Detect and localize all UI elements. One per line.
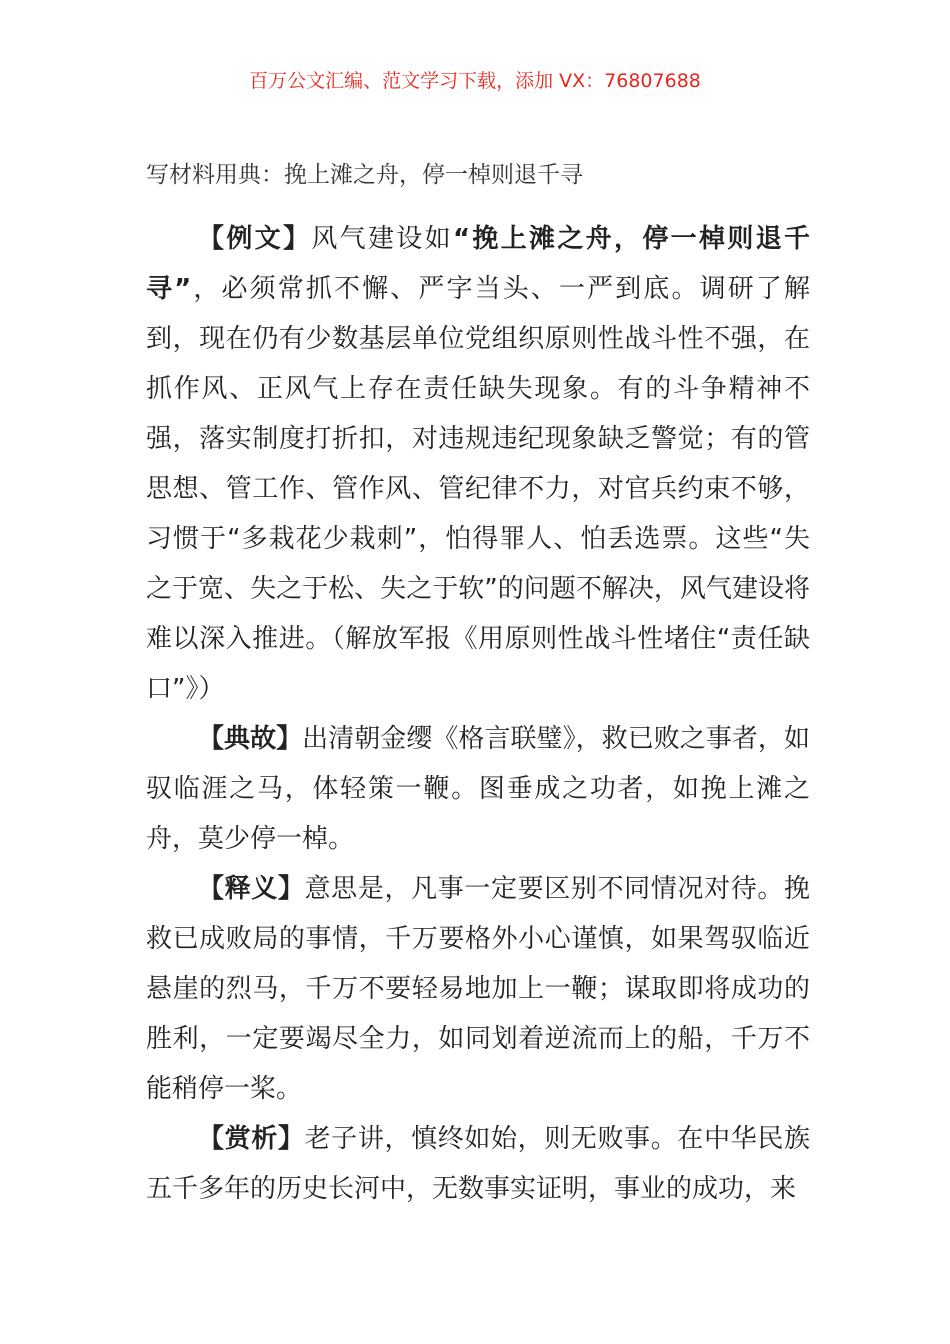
appreciation-paragraph [146,1114,810,1214]
meaning-tag: 【释义】 [198,874,305,904]
meaning-paragraph [146,864,810,1114]
document-title: 写材料用典：挽上滩之舟，停一棹则退千寻 [146,162,583,188]
example-tag: 【例文】 [198,224,312,254]
example-paragraph [146,214,810,714]
example-body: ，必须常抓不懈、严字当头、一严到底。调研了解到，现在仍有少数基层单位党组织原则性战斗性不强，在抓作风、正风气上存在责任缺失现象。有的斗争精神不强，落实制度打折扣，对违规违纪现象缺乏警觉；有的管思想、管工作、管作风、管纪律不力，对官兵约束不够，习惯于“多栽花少栽刺”，怕得罪人、怕丢选票。这些“失之于宽、失之于松、失之于软”的问题不解决，风气建设将难以深入推进。（解放军报《用原则性战斗性堵住“责任缺口”》） [146,274,810,704]
meaning-body: 意思是，凡事一定要区别不同情况对待。挽救已成败局的事情，千万要格外小心谨慎，如果驾驭临近悬崖的烈马，千万不要轻易地加上一鞭；谋取即将成功的胜利，一定要竭尽全力，如同划着逆流而上的船，千万不能稍停一桨。 [146,874,810,1104]
example-lead: 风气建设如 [311,224,453,254]
document-body [146,214,810,1214]
allusion-paragraph [146,714,810,864]
allusion-body: 出清朝金缨《格言联璧》，救已败之事者，如驭临涯之马，体轻策一鞭。图垂成之功者，如挽上滩之舟，莫少停一棹。 [146,724,810,854]
allusion-tag: 【典故】 [198,724,303,754]
appreciation-body: 老子讲，慎终如始，则无败事。在中华民族五千多年的历史长河中，无数事实证明，事业的成功，来 [146,1124,810,1204]
appreciation-tag: 【赏析】 [198,1124,305,1154]
watermark-header: 百万公文汇编、范文学习下载，添加 VX：76807688 [249,70,701,92]
example-quote: “挽上滩之舟，停一棹则退千寻” [146,224,810,304]
